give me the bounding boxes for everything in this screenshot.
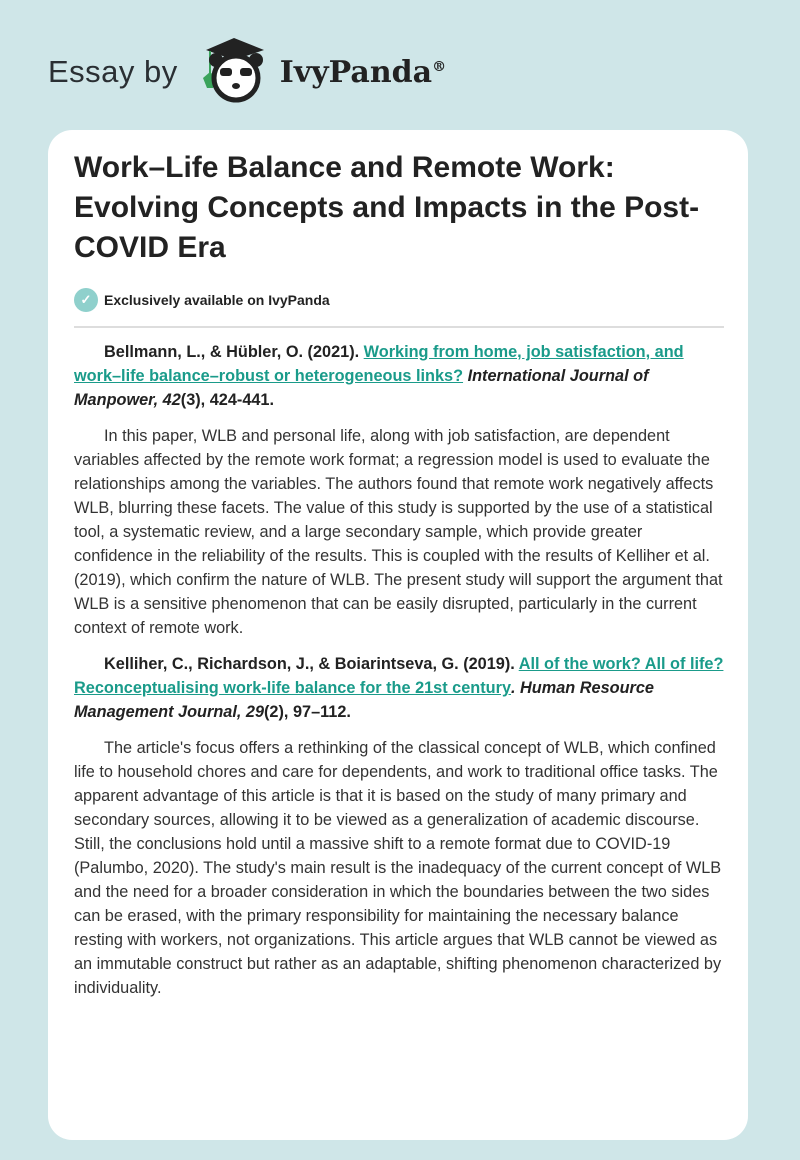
essay-card [48,130,748,1140]
badge-label: Exclusively available on IvyPanda [104,292,330,308]
brand-name[interactable]: IvyPanda® [279,54,447,90]
check-icon: ✓ [74,288,98,312]
page-title: Work–Life Balance and Remote Work: Evolving Concepts and Impacts in the Post-COVID Era [74,151,700,264]
divider [74,326,724,328]
reference-entry: Bellmann, L., & Hübler, O. (2021). Working from home, job satisfaction, and work–life balance–robust or heterogeneous links? International Journal of Manpower, 42(3), 424-441. [74,343,684,409]
site-header [48,36,446,108]
reference-summary: The article's focus offers a rethinking of the classical concept of WLB, which confined life to household chores and care for dependents, and work to traditional office tasks. The apparent advantage of this article is that it is based on the study of many primary and secondary sources, allowing it to be viewed as a generalization of academic discourse. Still, the conclusions hold until a massive shift to a remote format due to COVID-19 (Palumbo, 2020). The study's main result is the inadequacy of the current concept of WLB and the need for a broader consideration in which the boundaries between the two sides can be erased, with the primary responsibility for maintaining the necessary balance resting with workers, not organizations. This article argues that WLB cannot be viewed as an immutable construct but rather as an adaptable, shifting phenomenon characterized by individuality. [74,739,722,997]
reference-link[interactable]: Working from home, job satisfaction, and work–life balance–robust or heterogeneous links? [74,343,684,385]
essay-by-label: Essay by [48,54,178,89]
reference-link[interactable]: All of the work? All of life? Reconceptualising work-life balance for the 21st century [74,655,724,697]
panda-logo-icon[interactable] [198,36,268,109]
reference-entry: Kelliher, C., Richardson, J., & Boiarintseva, G. (2019). All of the work? All of life? Reconceptualising work-life balance for the 21st century. Human Resource Management Journal, 29(2), 97–112. [74,655,724,721]
reference-summary: In this paper, WLB and personal life, along with job satisfaction, are dependent variables affected by the remote work format; a regression model is used to evaluate the relationships among the variables. The authors found that remote work negatively affects WLB, blurring these facets. The value of this study is supported by the use of a statistical tool, a systematic review, and a large secondary sample, which provide greater confidence in the reliability of the results. This is coupled with the results of Kelliher et al. (2019), which confirm the nature of WLB. The present study will support the argument that WLB is a sensitive phenomenon that can be easily disrupted, particularly in the current context of remote work. [74,427,723,637]
exclusive-badge [74,288,724,312]
